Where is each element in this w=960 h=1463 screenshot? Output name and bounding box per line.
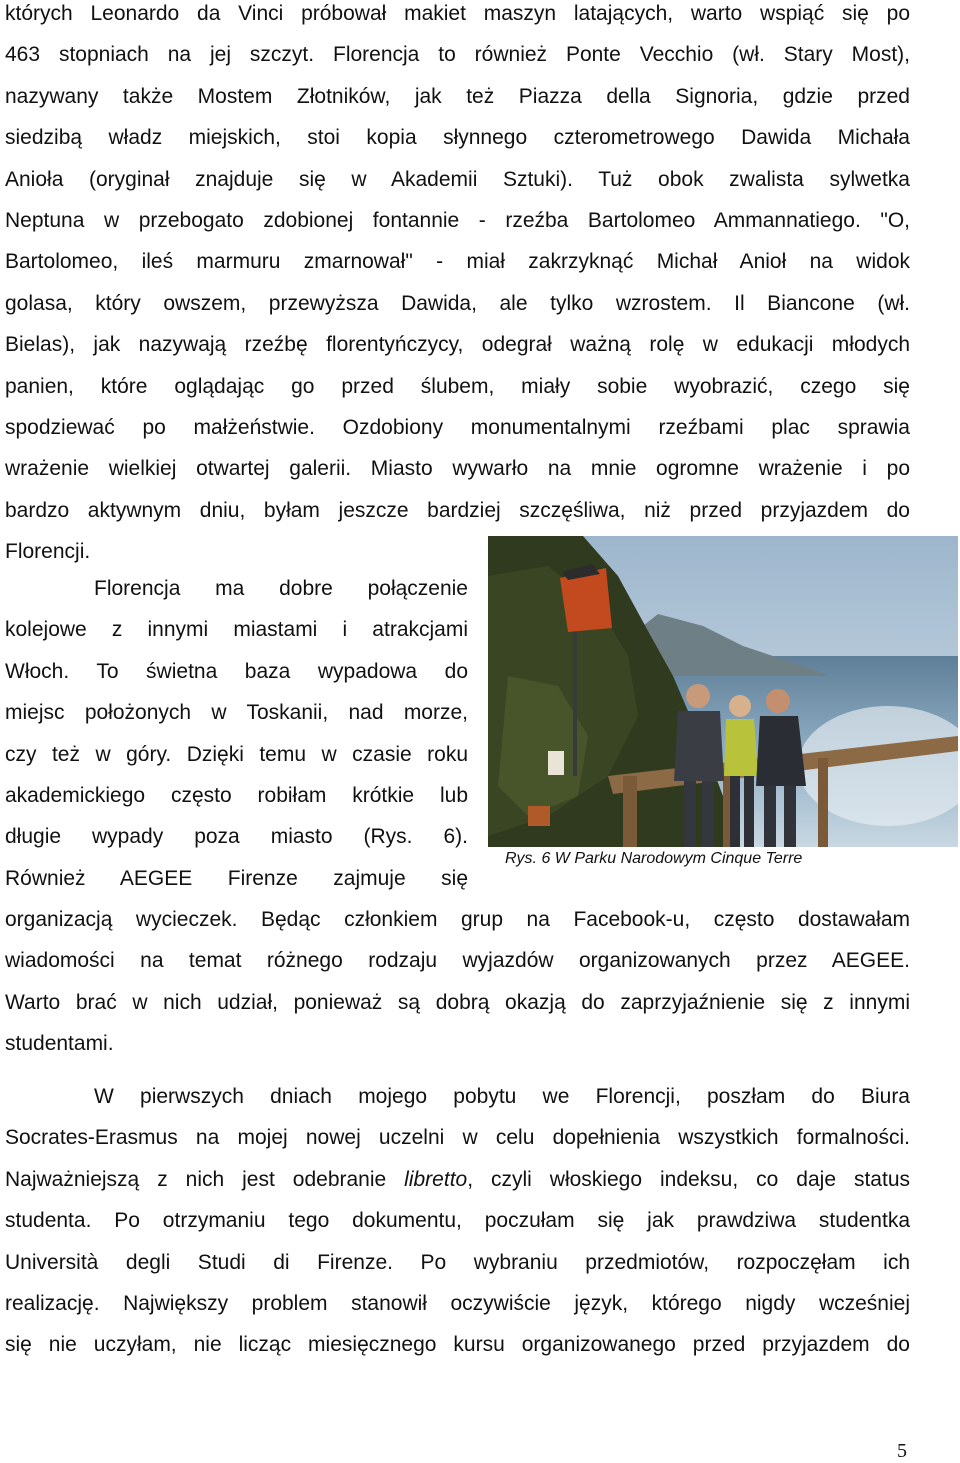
text-line: wiadomości na temat różnego rodzaju wyjazdów organizowanych przez AEGEE.	[5, 949, 910, 973]
text-line: bardzo aktywnym dniu, byłam jeszcze bardziej szczęśliwa, niż przed przyjazdem do	[5, 498, 910, 522]
paragraph-3	[5, 1076, 910, 1366]
page-number: 5	[897, 1440, 907, 1462]
text-line: Florencji.	[5, 540, 91, 564]
text-line: kolejowe z innymi miastami i atrakcjami	[5, 618, 468, 642]
paragraph-2-wrapped	[5, 568, 468, 899]
text-line: Warto brać w nich udział, ponieważ są dobrą okazją do zaprzyjaźnienie się z innymi	[5, 990, 910, 1014]
text-line: się nie uczyłam, nie licząc miesięcznego kursu organizowanego przed przyjazdem do	[5, 1333, 910, 1357]
text-line: Włoch. To świetna baza wypadowa do	[5, 659, 468, 683]
text-line: Università degli Studi di Firenze. Po wybraniu przedmiotów, rozpoczęłam ich	[5, 1250, 910, 1274]
text-line: panien, które oglądając go przed ślubem, miały sobie wyobrazić, czego się	[5, 374, 910, 398]
text-line: Anioła (oryginał znajduje się w Akademii Sztuki). Tuż obok zwalista sylwetka	[5, 167, 910, 191]
text-line: organizacją wycieczek. Będąc członkiem grup na Facebook-u, często dostawałam	[5, 908, 910, 931]
text-line: siedzibą władz miejskich, stoi kopia słynnego czterometrowego Dawida Michała	[5, 126, 910, 150]
text-line: wrażenie wielkiej otwartej galerii. Miasto wywarło na mnie ogromne wrażenie i po	[5, 457, 910, 481]
text-line: realizację. Największy problem stanowił oczywiście język, którego nigdy wcześniej	[5, 1292, 910, 1316]
text-segment: , czyli włoskiego indeksu, co daje status	[467, 1167, 910, 1191]
text-line: miejsc położonych w Toskanii, nad morze,	[5, 701, 468, 725]
text-line: Bartolomeo, ileś marmuru zmarnował" - miał zakrzyknąć Michał Anioł na widok	[5, 250, 910, 274]
text-line: spodziewać po małżeństwie. Ozdobiony monumentalnymi rzeźbami plac sprawia	[5, 416, 910, 440]
text-line: Neptuna w przebogato zdobionej fontannie - rzeźba Bartolomeo Ammannatiego. "O,	[5, 209, 910, 233]
text-line: Florencja ma dobre połączenie	[94, 577, 468, 600]
text-line: Również AEGEE Firenze zajmuje się	[5, 866, 468, 890]
text-line	[5, 1159, 910, 1200]
text-line: długie wypady poza miasto (Rys. 6).	[5, 825, 468, 849]
text-line: W pierwszych dniach mojego pobytu we Florencji, poszłam do Biura	[94, 1085, 910, 1108]
text-line: nazywany także Mostem Złotników, jak też Piazza della Signoria, gdzie przed	[5, 84, 910, 108]
text-segment: Najważniejszą z nich jest odebranie	[5, 1167, 405, 1191]
text-line: studentami.	[5, 1032, 114, 1056]
text-line: akademickiego często robiłam krótkie lub	[5, 784, 468, 808]
text-line: Socrates-Erasmus na mojej nowej uczelni w celu dopełnienia wszystkich formalności.	[5, 1126, 910, 1150]
text-line: 463 stopniach na jej szczyt. Florencja to również Ponte Vecchio (wł. Stary Most),	[5, 43, 910, 67]
figure-caption: Rys. 6 W Parku Narodowym Cinque Terre	[505, 850, 803, 867]
text-line: Bielas), jak nazywają rzeźbę florentyńczycy, odegrał ważną rolę w edukacji młodych	[5, 333, 910, 357]
cinque-terre-photo	[488, 536, 958, 847]
text-line: golasa, który owszem, przewyższa Dawida, ale tylko wzrostem. Il Biancone (wł.	[5, 291, 910, 315]
text-line: studenta. Po otrzymaniu tego dokumentu, poczułam się jak prawdziwa studentka	[5, 1209, 910, 1233]
info-sign	[528, 806, 550, 826]
italic-term: libretto	[404, 1167, 468, 1191]
paragraph-1	[5, 0, 910, 573]
paragraph-2-continued	[5, 899, 910, 1065]
text-line: których Leonardo da Vinci próbował makiet maszyn latających, warto wspiąć się po	[5, 2, 910, 25]
text-line: czy też w góry. Dzięki temu w czasie roku	[5, 742, 468, 766]
